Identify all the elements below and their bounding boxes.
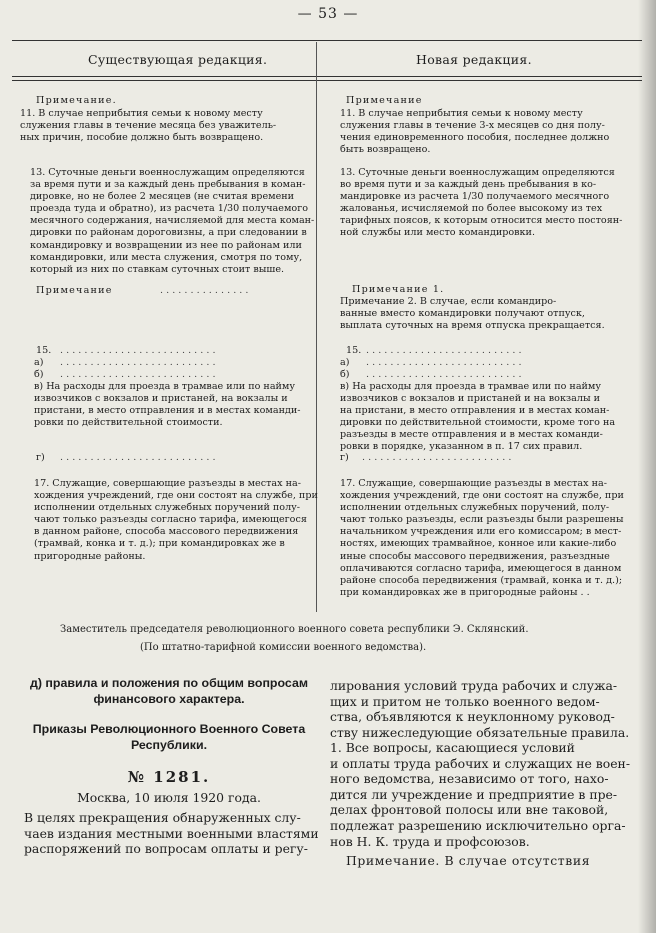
left-column-title: Существующая редакция. — [88, 52, 268, 67]
signature-line: Заместитель председателя революционного военного совета республики Э. Склянский. — [60, 624, 529, 635]
left-item-15b-dots: . . . . . . . . . . . . . . . . . . . . . . . . . . — [60, 369, 216, 380]
left-paragraph-17: 17. Служащие, совершающие разъезды в местах на- хождения учреждений, где они состоят на службе, при исполнении отдельных служебных поручений полу- чают только разъезды согласно тарифа, имеющегося в данном районе, способа массового передвижения (трамвай, конка и т. д.); при командировках же в пригородные районы. — [34, 478, 318, 562]
left-item-15a-dots: . . . . . . . . . . . . . . . . . . . . . . . . . . — [60, 357, 216, 368]
right-note-1: Примечание 1. — [352, 284, 445, 295]
order-date: Москва, 10 июля 1920 года. — [77, 790, 261, 805]
header-double-rule — [12, 80, 642, 81]
order-body-left: В целях прекращения обнаруженных слу- чаев издания местными военными властями распоряжений по вопросам оплаты и регу- — [24, 810, 319, 857]
left-item-15g: г) — [36, 452, 45, 463]
left-item-15: 15. — [36, 345, 52, 356]
left-item-15g-dots: . . . . . . . . . . . . . . . . . . . . . . . . . . — [60, 452, 216, 463]
right-item-15b-dots: . . . . . . . . . . . . . . . . . . . . . . . . . . — [366, 369, 522, 380]
right-paragraph-11: 11. В случае неприбытия семьи к новому месту служения главы в течение 3-х месяцев со дня полу- чения единовременного пособия, последнее должно быть возвращено. — [340, 108, 610, 156]
header-bottom-rule — [12, 76, 642, 77]
page-edge-shadow — [638, 0, 656, 933]
order-body-right: лирования условий труда рабочих и служа- щих и притом не только военного ведом- ства, объявляются к неуклонному руковод- ству нижеследующие обязательные правила. — [330, 678, 630, 740]
right-item-15a: а) — [340, 357, 350, 368]
left-paragraph-13: 13. Суточные деньги военнослужащим определяются за время пути и за каждый день пребывания в коман- дировке, но не более 2 месяцев (не считая времени проезда туда и обратно), из расчета 1/30 получаемого месячного содержания, начисляемой для места коман- дировки по районам дороговизны, а при следовании в командировку и возвращении из нее по районам или командировки, или места служения, смотря по тому, который из них по ставкам суточных стоит выше. — [30, 167, 315, 275]
right-paragraph-17: 17. Служащие, совершающие разъезды в местах на- хождения учреждений, где они состоят на службе, при исполнении отдельных служебных поручений, полу- чают только разъезды, если разъезды были разрешены начальником учреждения или его комиссаром; в мест- ностях, имеющих трамвайное, конное или какие-либо иные способы массового передвижения, разъездные оплачиваются согласно тарифа, имеющегося в данном районе способа передвижения (трамвай, конка и т. д.); при командировках же в пригородные районы . . — [340, 478, 624, 598]
right-item-15v: в) На расходы для проезда в трамвае или по найму извозчиков с вокзалов и пристаней и на вокзалы и на пристани, в место отправления и в местах коман- дировки по действительной стоимости, кроме того на разъезды в месте отправления и в местах команди- ровки в порядке, указанном в п. 17 сих правил. — [340, 381, 616, 453]
right-item-15b: б) — [340, 369, 350, 380]
left-note-13: Примечание — [36, 285, 113, 296]
right-item-15: 15. — [346, 345, 362, 356]
orders-heading: Приказы Революционного Военного Совета Республики. — [32, 722, 306, 752]
section-heading: д) правила и положения по общим вопросам финансового характера. — [30, 676, 308, 706]
commission-line: (По штатно-тарифной комиссии военного ведомства). — [140, 642, 427, 653]
right-item-15g: г) — [340, 452, 349, 463]
right-note-2: Примечание 2. В случае, если командиро- ванные вместо командировки получают отпуск, выплата суточных на время отпуска прекращается. — [340, 296, 605, 332]
left-item-15v: в) На расходы для проезда в трамвае или по найму извозчиков с вокзалов и пристаней, на вокзалы и пристани, в место отправления и в местах команди- ровки по действительной стоимости. — [34, 381, 301, 429]
right-item-15-dots: . . . . . . . . . . . . . . . . . . . . . . . . . . — [366, 345, 522, 356]
rule-1: 1. Все вопросы, касающиеся условий и оплаты труда рабочих и служащих не воен- ного ведомства, независимо от того, нахо- дится ли учреждение и предприятие в пре- делах фронтовой полосы или вне таковой, подлежат разрешению исключительно орга- нов Н. К. труда и профсоюзов. — [330, 740, 631, 849]
left-item-15-dots: . . . . . . . . . . . . . . . . . . . . . . . . . . — [60, 345, 216, 356]
right-note-11-heading: Примечание — [346, 95, 423, 106]
rule-note: Примечание. В случае отсутствия — [346, 853, 591, 868]
left-paragraph-11: 11. В случае неприбытия семьи к новому месту служения главы в течение месяца без уважитель- ных причин, пособие должно быть возвращено. — [20, 108, 277, 144]
left-item-15b: б) — [34, 369, 44, 380]
right-paragraph-13: 13. Суточные деньги военнослужащим определяются во время пути и за каждый день пребывания в ко- мандировке из расчета 1/30 получаемого месячного жалованья, исчисляемой по более высокому из тех тарифных поясов, к которым относится место постоян- ной службы или место командировки. — [340, 167, 623, 239]
left-item-15a: а) — [34, 357, 44, 368]
right-column-title: Новая редакция. — [416, 52, 532, 67]
page-number: — 53 — — [297, 6, 359, 22]
left-note-11-heading: Примечание. — [36, 95, 117, 106]
header-top-rule — [12, 40, 642, 41]
right-item-15g-dots: . . . . . . . . . . . . . . . . . . . . . . . . . — [362, 452, 512, 463]
left-note-13-dots: . . . . . . . . . . . . . . . — [160, 285, 249, 296]
right-item-15a-dots: . . . . . . . . . . . . . . . . . . . . . . . . . . — [366, 357, 522, 368]
order-number: № 1281. — [127, 768, 211, 786]
